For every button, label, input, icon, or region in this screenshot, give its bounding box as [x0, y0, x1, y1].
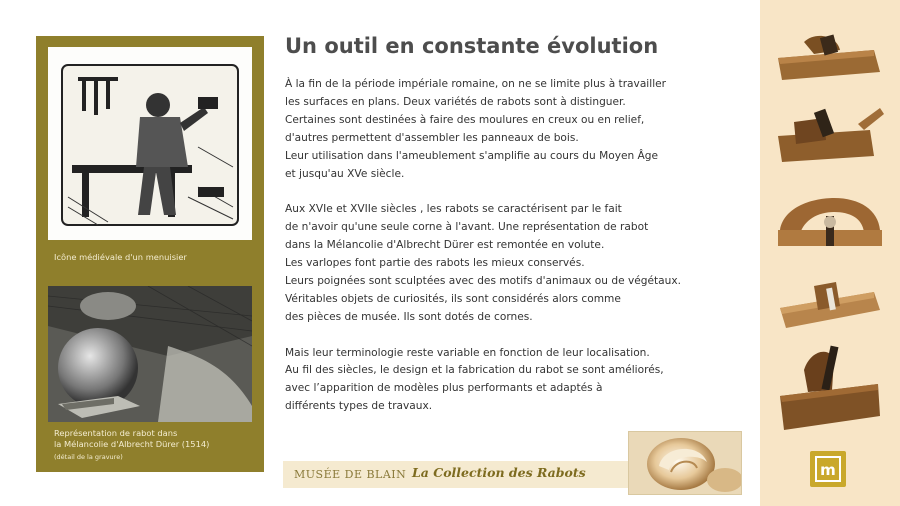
plane-gallery: [760, 0, 900, 506]
museum-logo: [810, 451, 846, 487]
image-caption-durer: [54, 428, 209, 463]
logo-letter: m: [820, 461, 836, 479]
text-line: de n'avoir qu'une seule corne à l'avant. Une représentation de rabot: [285, 221, 649, 234]
durer-melancholia-image: [48, 286, 252, 422]
wood-plane-image: [774, 100, 886, 170]
text-line: avec l’apparition de modèles plus performants et adaptés à: [285, 382, 603, 395]
wood-plane-image: [774, 28, 886, 88]
text-line: Au fil des siècles, le design et la fabrication du rabot se sont améliorés,: [285, 364, 664, 377]
text-line: dans la Mélancolie d'Albrecht Dürer est remontée en volute.: [285, 239, 605, 252]
text-line: et jusqu'au XVe siècle.: [285, 167, 405, 180]
text-line: des pièces de musée. Ils sont dotés de cornes.: [285, 310, 533, 323]
wood-plane-image: [774, 196, 886, 258]
image-caption-carpenter: Icône médiévale d'un menuisier: [54, 252, 187, 262]
text-line: À la fin de la période impériale romaine, on ne se limite plus à travailler: [285, 78, 667, 90]
caption-line: Représentation de rabot dans: [54, 428, 178, 438]
wood-plane-image: [774, 340, 886, 440]
page-title: Un outil en constante évolution: [285, 34, 659, 58]
text-line: les surfaces en plans. Deux variétés de rabots sont à distinguer.: [285, 95, 626, 108]
paragraph: [285, 201, 735, 326]
article-body: [285, 76, 735, 434]
caption-line: la Mélancolie d'Albrecht Dürer (1514): [54, 439, 210, 449]
text-line: Aux XVIe et XVIIe siècles , les rabots se caractérisent par le fait: [285, 203, 622, 216]
museum-name: MUSÉE DE BLAIN: [294, 468, 407, 481]
text-line: Les varlopes font partie des rabots les mieux conservés.: [285, 257, 585, 270]
wood-shavings-image: [628, 431, 742, 495]
text-line: d'autres permettent d'assembler les panneaux de bois.: [285, 131, 579, 144]
text-line: Certaines sont destinées à faire des moulures en creux ou en relief,: [285, 113, 645, 126]
carpenter-woodcut-image: [48, 47, 252, 240]
text-line: Mais leur terminologie reste variable en fonction de leur localisation.: [285, 346, 650, 359]
caption-note: (détail de la gravure): [54, 453, 123, 461]
text-line: Leur utilisation dans l'ameublement s'amplifie au cours du Moyen Âge: [285, 149, 659, 162]
collection-title: La Collection des Rabots: [412, 465, 586, 480]
text-line: différents types de travaux.: [285, 400, 433, 413]
image-sidebar: [36, 36, 264, 472]
paragraph: [285, 345, 735, 417]
wood-plane-image: [774, 268, 886, 338]
paragraph: [285, 76, 735, 183]
text-line: Leurs poignées sont sculptées avec des motifs d'animaux ou de végétaux.: [285, 274, 681, 287]
text-line: Véritables objets de curiosités, ils sont considérés alors comme: [285, 292, 621, 305]
